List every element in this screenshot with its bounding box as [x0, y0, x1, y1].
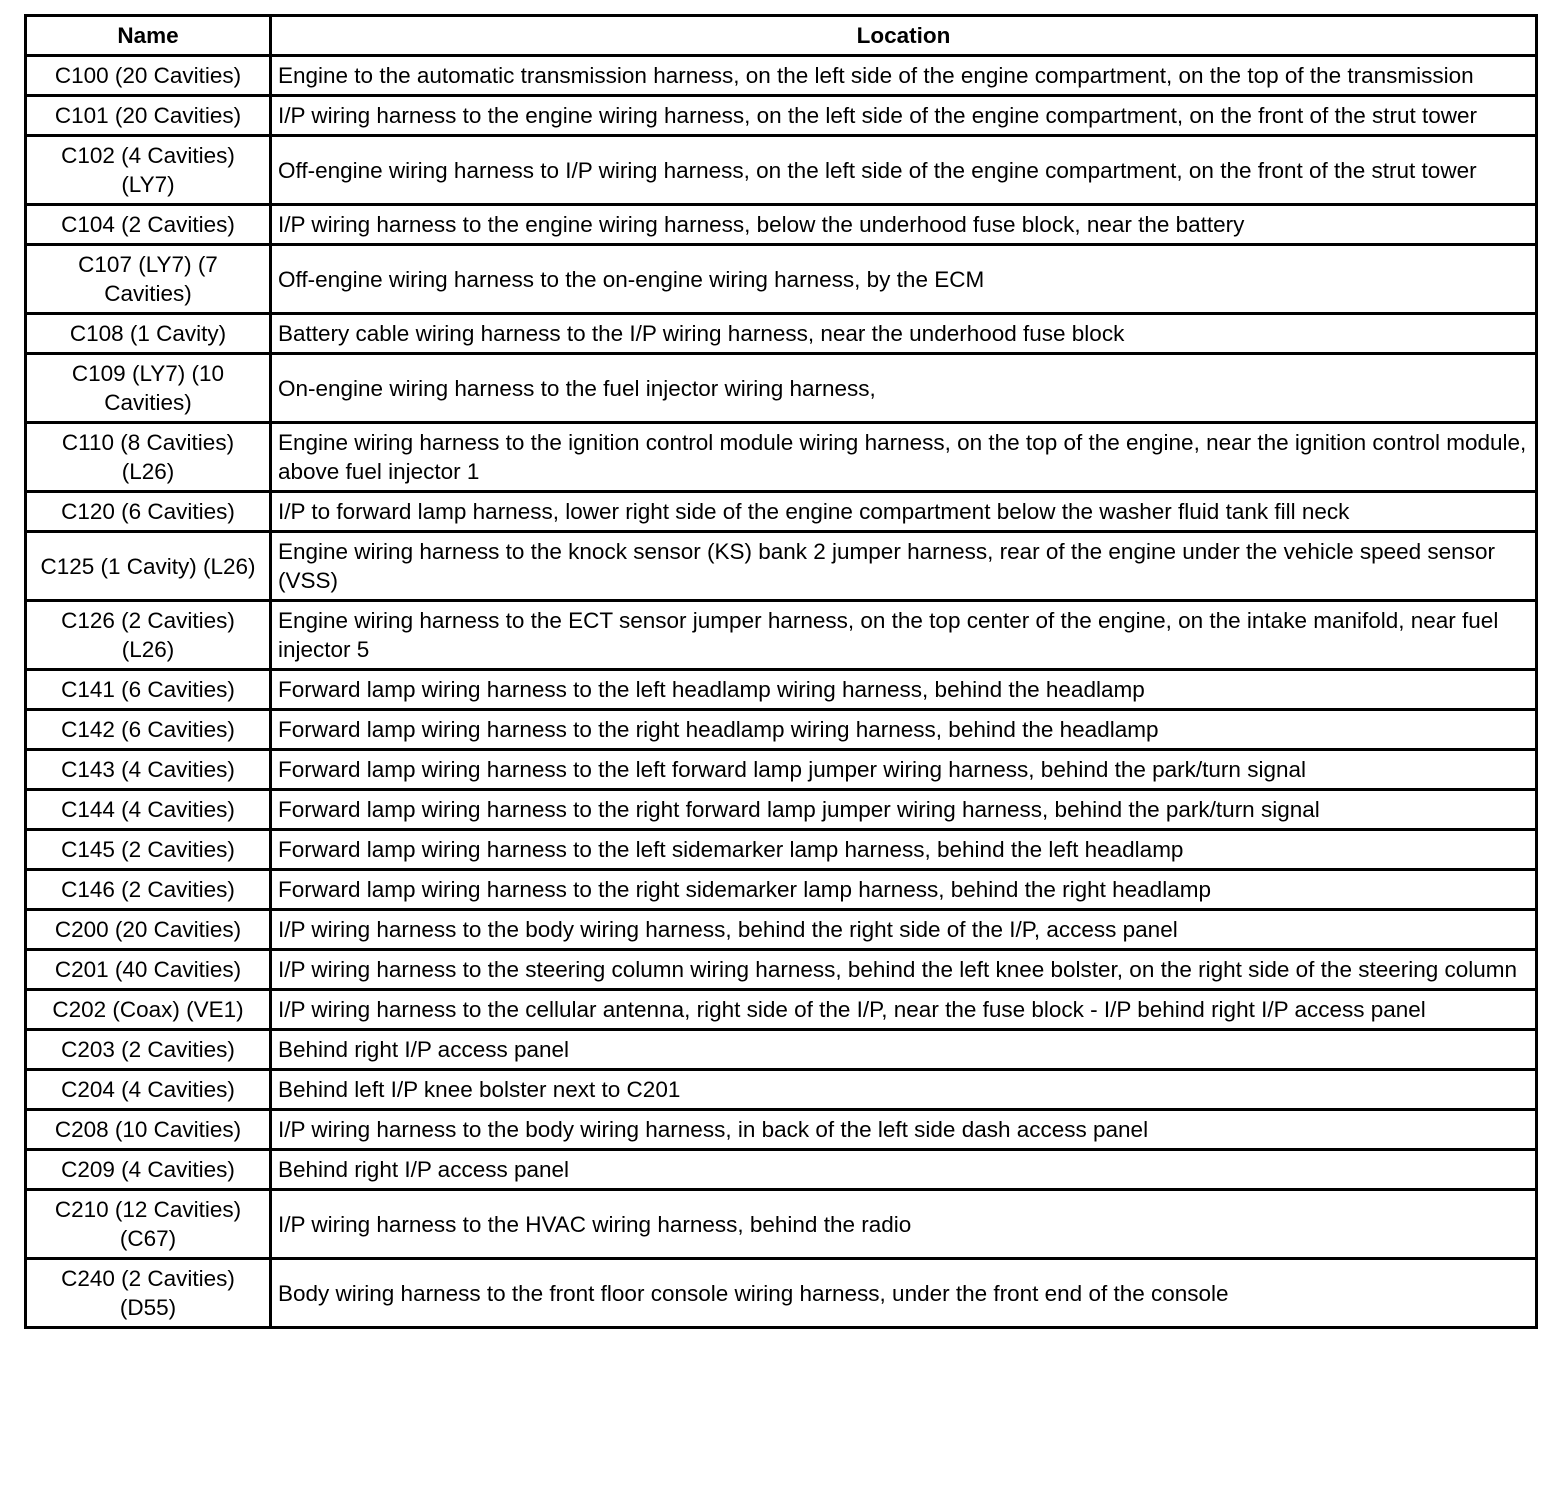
header-row — [26, 16, 1537, 56]
location-column-header: Location — [271, 16, 1537, 56]
connector-location-cell: Off-engine wiring harness to the on-engine wiring harness, by the ECM — [271, 245, 1537, 314]
connector-location-cell: Engine wiring harness to the ECT sensor jumper harness, on the top center of the engine, on the intake manifold, near fuel injector 5 — [271, 601, 1537, 670]
table-row — [26, 314, 1537, 354]
table-row — [26, 1030, 1537, 1070]
table-row — [26, 1150, 1537, 1190]
connector-location-cell: I/P wiring harness to the body wiring harness, in back of the left side dash access panel — [271, 1110, 1537, 1150]
table-row — [26, 790, 1537, 830]
connector-location-cell: Forward lamp wiring harness to the right headlamp wiring harness, behind the headlamp — [271, 710, 1537, 750]
connector-location-cell: Behind right I/P access panel — [271, 1030, 1537, 1070]
table-row — [26, 870, 1537, 910]
connector-name-cell: C109 (LY7) (10 Cavities) — [26, 354, 271, 423]
connector-name-cell: C110 (8 Cavities) (L26) — [26, 423, 271, 492]
connector-location-cell: Battery cable wiring harness to the I/P wiring harness, near the underhood fuse block — [271, 314, 1537, 354]
table-row — [26, 1259, 1537, 1328]
connector-name-cell: C107 (LY7) (7 Cavities) — [26, 245, 271, 314]
connector-location-cell: Off-engine wiring harness to I/P wiring harness, on the left side of the engine compartment, on the front of the strut tower — [271, 136, 1537, 205]
connector-name-cell: C200 (20 Cavities) — [26, 910, 271, 950]
table-row — [26, 670, 1537, 710]
table-row — [26, 423, 1537, 492]
table-row — [26, 1190, 1537, 1259]
connector-name-cell: C202 (Coax) (VE1) — [26, 990, 271, 1030]
table-row — [26, 990, 1537, 1030]
connector-name-cell: C104 (2 Cavities) — [26, 205, 271, 245]
connector-name-cell: C145 (2 Cavities) — [26, 830, 271, 870]
table-row — [26, 601, 1537, 670]
connector-location-cell: On-engine wiring harness to the fuel injector wiring harness, — [271, 354, 1537, 423]
connector-name-cell: C210 (12 Cavities) (C67) — [26, 1190, 271, 1259]
table-row — [26, 492, 1537, 532]
connector-location-cell: I/P to forward lamp harness, lower right side of the engine compartment below the washer fluid tank fill neck — [271, 492, 1537, 532]
connector-name-cell: C240 (2 Cavities) (D55) — [26, 1259, 271, 1328]
connector-name-cell: C144 (4 Cavities) — [26, 790, 271, 830]
connector-table-container — [24, 14, 1538, 1329]
connector-location-cell: I/P wiring harness to the cellular antenna, right side of the I/P, near the fuse block - I/P behind right I/P access panel — [271, 990, 1537, 1030]
connector-name-cell: C208 (10 Cavities) — [26, 1110, 271, 1150]
connector-location-cell: Engine wiring harness to the knock sensor (KS) bank 2 jumper harness, rear of the engine under the vehicle speed sensor (VSS) — [271, 532, 1537, 601]
table-row — [26, 245, 1537, 314]
connector-name-cell: C209 (4 Cavities) — [26, 1150, 271, 1190]
table-row — [26, 830, 1537, 870]
connector-location-cell: Engine to the automatic transmission harness, on the left side of the engine compartment, on the top of the transmission — [271, 56, 1537, 96]
connector-location-cell: Body wiring harness to the front floor console wiring harness, under the front end of the console — [271, 1259, 1537, 1328]
connector-name-cell: C201 (40 Cavities) — [26, 950, 271, 990]
connector-name-cell: C126 (2 Cavities) (L26) — [26, 601, 271, 670]
connector-name-cell: C102 (4 Cavities) (LY7) — [26, 136, 271, 205]
table-row — [26, 354, 1537, 423]
connector-name-cell: C101 (20 Cavities) — [26, 96, 271, 136]
connector-name-cell: C125 (1 Cavity) (L26) — [26, 532, 271, 601]
connector-name-cell: C108 (1 Cavity) — [26, 314, 271, 354]
connector-name-cell: C100 (20 Cavities) — [26, 56, 271, 96]
connector-location-cell: I/P wiring harness to the engine wiring harness, on the left side of the engine compartment, on the front of the strut tower — [271, 96, 1537, 136]
connector-location-cell: Forward lamp wiring harness to the right forward lamp jumper wiring harness, behind the park/turn signal — [271, 790, 1537, 830]
table-row — [26, 750, 1537, 790]
connector-location-cell: Forward lamp wiring harness to the left headlamp wiring harness, behind the headlamp — [271, 670, 1537, 710]
table-row — [26, 136, 1537, 205]
table-body — [26, 56, 1537, 1328]
connector-name-cell: C141 (6 Cavities) — [26, 670, 271, 710]
connector-location-table — [24, 14, 1538, 1329]
connector-name-cell: C203 (2 Cavities) — [26, 1030, 271, 1070]
table-row — [26, 532, 1537, 601]
connector-location-cell: I/P wiring harness to the steering column wiring harness, behind the left knee bolster, on the right side of the steering column — [271, 950, 1537, 990]
table-row — [26, 950, 1537, 990]
connector-name-cell: C142 (6 Cavities) — [26, 710, 271, 750]
connector-location-cell: I/P wiring harness to the body wiring harness, behind the right side of the I/P, access panel — [271, 910, 1537, 950]
table-row — [26, 710, 1537, 750]
connector-name-cell: C120 (6 Cavities) — [26, 492, 271, 532]
connector-location-cell: Forward lamp wiring harness to the right sidemarker lamp harness, behind the right headlamp — [271, 870, 1537, 910]
table-row — [26, 910, 1537, 950]
table-header — [26, 16, 1537, 56]
connector-location-cell: I/P wiring harness to the HVAC wiring harness, behind the radio — [271, 1190, 1537, 1259]
name-column-header: Name — [26, 16, 271, 56]
table-row — [26, 56, 1537, 96]
connector-location-cell: Behind left I/P knee bolster next to C201 — [271, 1070, 1537, 1110]
table-row — [26, 1070, 1537, 1110]
connector-name-cell: C146 (2 Cavities) — [26, 870, 271, 910]
connector-name-cell: C143 (4 Cavities) — [26, 750, 271, 790]
connector-location-cell: Forward lamp wiring harness to the left sidemarker lamp harness, behind the left headlamp — [271, 830, 1537, 870]
connector-location-cell: Forward lamp wiring harness to the left forward lamp jumper wiring harness, behind the park/turn signal — [271, 750, 1537, 790]
connector-name-cell: C204 (4 Cavities) — [26, 1070, 271, 1110]
table-row — [26, 96, 1537, 136]
connector-location-cell: Engine wiring harness to the ignition control module wiring harness, on the top of the engine, near the ignition control module, above fuel injector 1 — [271, 423, 1537, 492]
table-row — [26, 1110, 1537, 1150]
connector-location-cell: I/P wiring harness to the engine wiring harness, below the underhood fuse block, near the battery — [271, 205, 1537, 245]
connector-location-cell: Behind right I/P access panel — [271, 1150, 1537, 1190]
table-row — [26, 205, 1537, 245]
